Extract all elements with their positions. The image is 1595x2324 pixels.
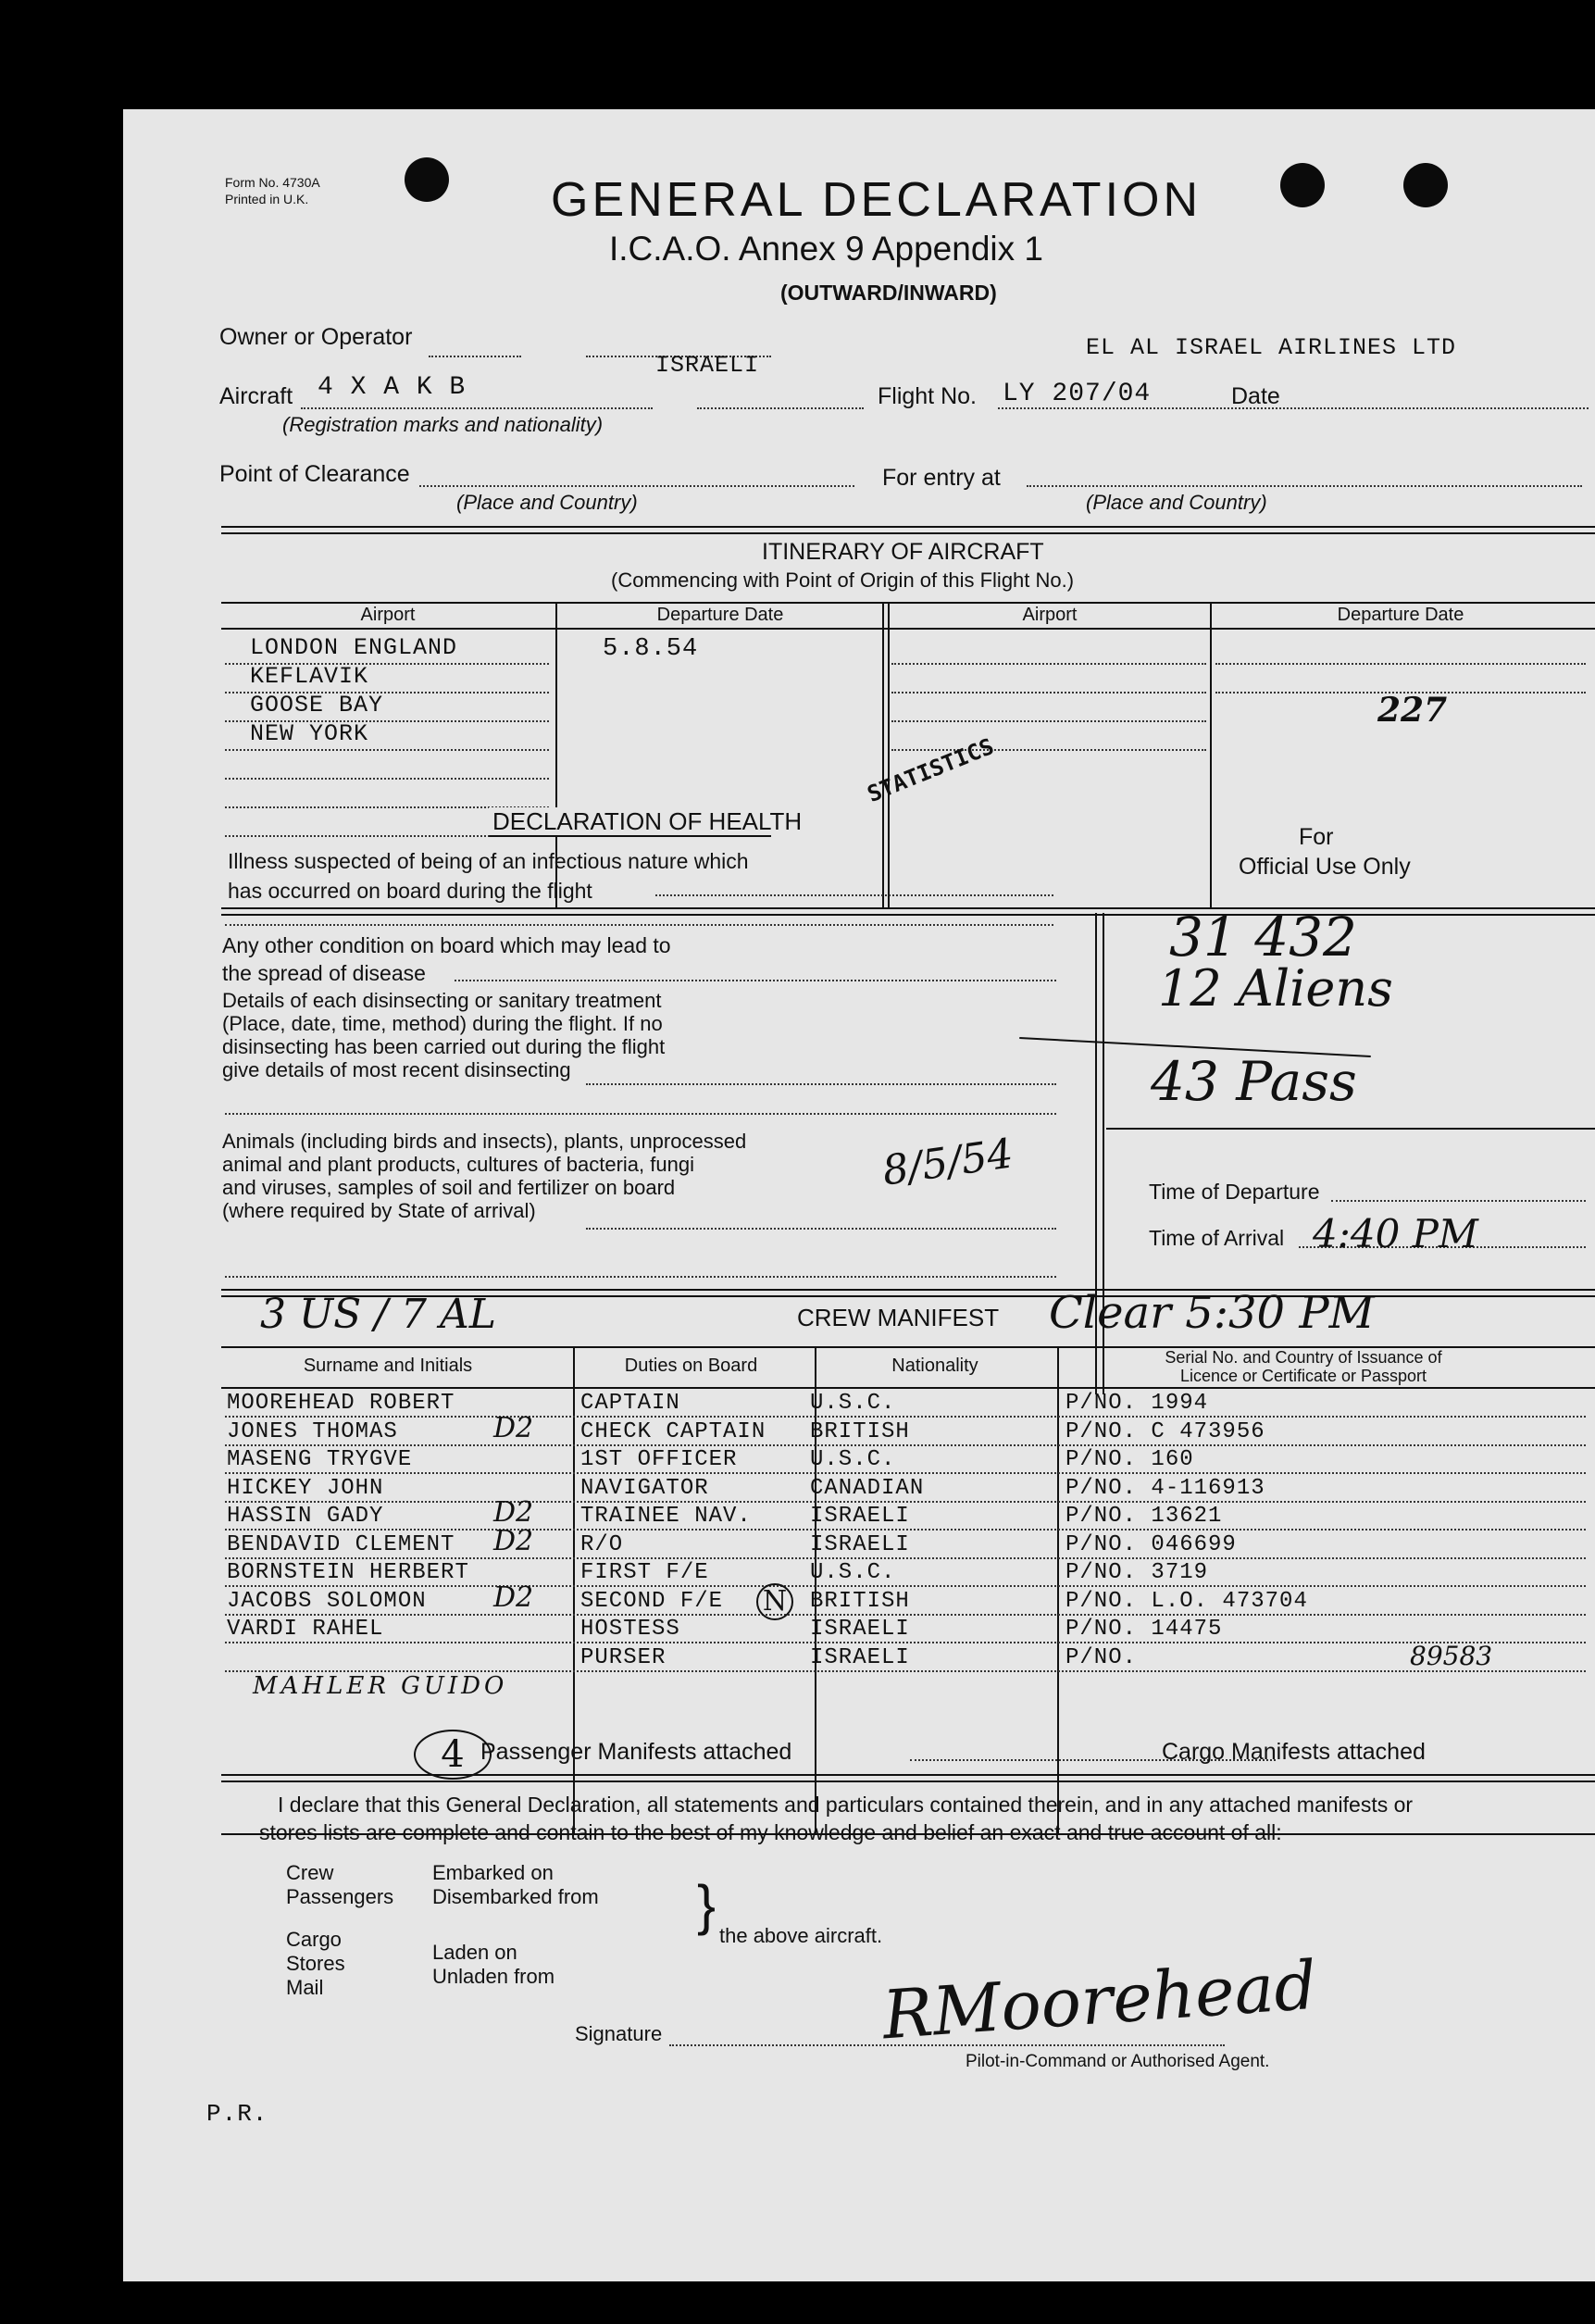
crew-name: BORNSTEIN HERBERT [227,1560,469,1585]
flight-label: Flight No. [878,383,977,409]
crew-duty: FIRST F/E [580,1560,709,1585]
crew-duty: CHECK CAPTAIN [580,1418,766,1444]
flight-value: LY 207/04 [1003,380,1152,408]
row-rule [225,1529,1586,1531]
laden-label: Laden on [432,1941,517,1964]
declaration-line-2: stores lists are complete and contain to the best of my knowledge and belief an exact and true account of all: [259,1820,1282,1844]
q1-line-a: Illness suspected of being of an infectious nature which [228,849,749,873]
col-departure-2: Departure Date [1337,605,1464,625]
crew-passport: P/NO. [1065,1644,1138,1670]
footer-initials: P.R. [206,2100,268,2128]
disembarked-label: Disembarked from [432,1885,599,1908]
airport-london: LONDON ENGLAND [250,634,458,661]
cargo-stores-mail-labels [286,1928,345,2000]
official-title-a: For [1299,824,1334,850]
official-note-1: 31 432 [1169,906,1357,968]
crew-nationality: ISRAELI [810,1531,910,1557]
health-q4 [222,1130,746,1222]
navigator-hand-mark: N [756,1583,793,1620]
form-number [225,174,320,207]
printed-note: Printed in U.K. [225,192,309,206]
q4-line-b: animal and plant products, cultures of bacteria, fungi [222,1153,694,1176]
document-page [123,109,1595,2281]
crew-passport: P/NO. 3719 [1065,1560,1209,1585]
page-title: GENERAL DECLARATION [551,173,1202,227]
laden-labels [432,1941,555,1989]
itinerary-subtitle: (Commencing with Point of Origin of this Flight No.) [611,569,1075,592]
divider [221,526,1595,534]
statistics-stamp: STATISTICS [864,732,998,808]
crew-name: JACOBS SOLOMON [227,1588,427,1614]
crew-passengers-labels [286,1861,393,1909]
q3-line-c: disinsecting has been carried out during the flight [222,1035,666,1058]
q4-line-c: and viruses, samples of soil and fertilizer on board [222,1176,676,1199]
col-nationality: Nationality [891,1356,978,1376]
row-rule [225,1642,1586,1643]
crew-duty: R/O [580,1531,624,1557]
col-serial-a: Serial No. and Country of Issuance of [1165,1348,1442,1367]
crew-name: JONES THOMAS [227,1418,398,1444]
direction-note: (OUTWARD/INWARD) [780,281,997,305]
punch-hole [405,157,449,202]
declaration-line-1: I declare that this General Declaration, all statements and particulars contained therein, and in any attached manifests or [278,1793,1414,1817]
crew-hand-mark: D2 [493,1581,534,1614]
q1-line-b: has occurred on board during the flight [228,879,592,903]
arrival-time-label: Time of Arrival [1149,1226,1285,1250]
declaration-text [259,1791,1414,1846]
row-rule [225,1416,1586,1418]
crew-nationality: ISRAELI [810,1617,910,1642]
official-title-b: Official Use Only [1239,854,1411,880]
form-no: Form No. 4730A [225,175,320,190]
q3-line-a: Details of each disinsecting or sanitary treatment [222,989,662,1012]
aircraft-value: 4 X A K B [318,373,467,402]
itinerary-hand-note: 227 [1377,691,1448,730]
crew-passport: P/NO. 4-116913 [1065,1475,1265,1501]
col-serial-b: Licence or Certificate or Passport [1179,1367,1427,1385]
health-title: DECLARATION OF HEALTH [489,807,805,836]
crew-name: MOOREHEAD ROBERT [227,1391,455,1416]
official-note-2: 12 Aliens [1158,959,1393,1018]
crew-name: HASSIN GADY [227,1504,384,1529]
itinerary-airport-list [250,633,457,748]
punch-hole [1280,163,1325,207]
crew-hand-mark: D2 [493,1524,534,1557]
crew-duty: HOSTESS [580,1617,680,1642]
crew-passport: P/NO. 160 [1065,1447,1194,1472]
crew-passport: P/NO. 14475 [1065,1617,1223,1642]
passengers-label: Passengers [286,1885,394,1908]
q2-line-b: the spread of disease [222,961,426,985]
health-q1 [228,846,749,906]
crew-nationality: ISRAELI [810,1504,910,1529]
q3-line-b: (Place, date, time, method) during the flight. If no [222,1012,663,1035]
unladen-label: Unladen from [432,1965,555,1988]
aircraft-note: (Registration marks and nationality) [282,413,604,436]
purser-hand-name: MAHLER GUIDO [253,1672,508,1700]
crew-name: HICKEY JOHN [227,1475,384,1501]
crew-passport: P/NO. 1994 [1065,1391,1209,1416]
crew-duty: PURSER [580,1644,667,1670]
col-surname: Surname and Initials [303,1356,473,1376]
crew-nationality: BRITISH [810,1588,910,1614]
crew-label: Crew [286,1861,334,1884]
crew-nationality: CANADIAN [810,1475,925,1501]
entry-label: For entry at [882,465,1001,491]
owner-label: Owner or Operator [219,324,413,350]
crew-nationality: U.S.C. [810,1447,896,1472]
health-hand-date: 8/5/54 [879,1130,1016,1195]
row-rule [225,1501,1586,1503]
crew-name: MASENG TRYGVE [227,1447,413,1472]
crew-duty: 1ST OFFICER [580,1447,738,1472]
q4-line-a: Animals (including birds and insects), plants, unprocessed [222,1130,747,1153]
passenger-manifest-count: 4 [414,1730,492,1780]
health-q2 [222,931,671,987]
embarked-label: Embarked on [432,1861,554,1884]
embark-labels [432,1861,599,1909]
q2-line-a: Any other condition on board which may lead to [222,933,671,957]
crew-hand-mark: D2 [493,1496,534,1529]
crew-title: CREW MANIFEST [797,1304,1000,1331]
itinerary-title: ITINERARY OF AIRCRAFT [762,539,1044,565]
cargo-manifest-label: Cargo Manifests attached [1162,1739,1426,1765]
row-rule [225,1614,1586,1616]
departure-date-value: 5.8.54 [603,635,699,663]
crew-passport: P/NO. C 473956 [1065,1418,1265,1444]
q4-line-d: (where required by State of arrival) [222,1199,536,1222]
airport-goose-bay: GOOSE BAY [250,692,384,718]
health-q3 [222,989,665,1081]
col-airport: Airport [360,605,416,625]
row-rule [225,1444,1586,1446]
date-label: Date [1231,383,1280,409]
cargo-label: Cargo [286,1928,342,1951]
row-rule [225,1585,1586,1587]
crew-nationality: ISRAELI [810,1644,910,1670]
entry-place-note: (Place and Country) [1086,491,1267,514]
row-rule [225,1557,1586,1559]
owner-value: EL AL ISRAEL AIRLINES LTD [1086,334,1457,361]
col-duties: Duties on Board [624,1356,758,1376]
nationality-value: ISRAELI [655,352,760,379]
arrival-time-value: 4:40 PM [1313,1211,1478,1256]
q3-line-d: give details of most recent disinsecting [222,1058,571,1081]
col-serial [1063,1348,1544,1385]
pilot-label: Pilot-in-Command or Authorised Agent. [966,2052,1270,2071]
crew-duty: SECOND F/E [580,1588,724,1614]
col-airport-2: Airport [1022,605,1078,625]
airport-new-york: NEW YORK [250,720,369,747]
stores-label: Stores [286,1952,345,1975]
row-rule [225,1472,1586,1474]
above-aircraft: the above aircraft. [719,1924,883,1947]
crew-name: BENDAVID CLEMENT [227,1531,455,1557]
brace: } [697,1874,717,1936]
mail-label: Mail [286,1976,324,1999]
signature: RMoorehead [879,1945,1320,2055]
crew-hand-mark: D2 [493,1411,534,1444]
crew-nationality: BRITISH [810,1418,910,1444]
official-note-3: 43 Pass [1151,1050,1357,1113]
crew-nationality: U.S.C. [810,1560,896,1585]
punch-hole [1403,163,1448,207]
crew-nationality: U.S.C. [810,1391,896,1416]
crew-name: VARDI RAHEL [227,1617,384,1642]
crew-passport: P/NO. 13621 [1065,1504,1223,1529]
passenger-manifest-label: Passenger Manifests attached [480,1739,792,1765]
signature-label: Signature [575,2022,663,2045]
crew-passport: P/NO. L.O. 473704 [1065,1588,1308,1614]
clear-hand-note: Clear 5:30 PM [1049,1287,1375,1339]
page-subtitle: I.C.A.O. Annex 9 Appendix 1 [609,230,1043,268]
crew-duty: CAPTAIN [580,1391,680,1416]
col-departure: Departure Date [656,605,784,625]
crew-passport: P/NO. 046699 [1065,1531,1237,1557]
clearance-label: Point of Clearance [219,461,410,487]
airport-keflavik: KEFLAVIK [250,663,369,690]
crew-hand-note: 3 US / 7 AL [260,1291,496,1338]
crew-duty: TRAINEE NAV. [580,1504,752,1529]
purser-hand-pno: 89583 [1410,1641,1493,1671]
departure-time-label: Time of Departure [1149,1180,1320,1204]
crew-duty: NAVIGATOR [580,1475,709,1501]
clearance-place-note: (Place and Country) [456,491,638,514]
aircraft-label: Aircraft [219,383,293,409]
